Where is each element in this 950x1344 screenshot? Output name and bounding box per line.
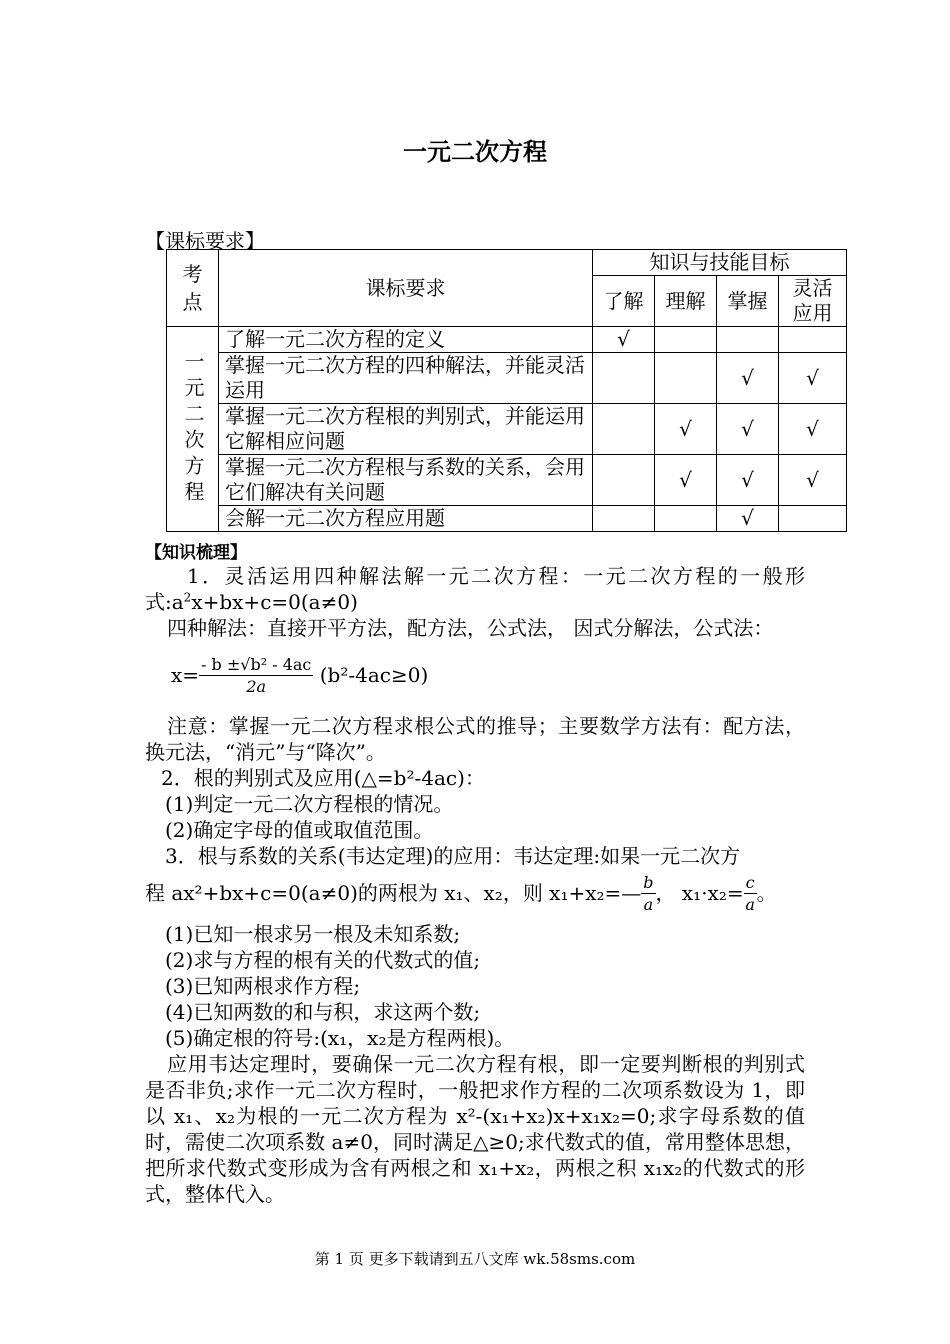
check-mark: √ [779,404,847,455]
paragraph-3: 注意：掌握一元二次方程求根公式的推导；主要数学方法有：配方法，换元法，“消元”与“降次”。 [145,714,805,764]
section-heading-knowledge: 【知识梳理】 [145,543,247,563]
standards-table [166,249,847,532]
paragraph-5: (1)判定一元二次方程根的情况。 [165,792,454,816]
list-item: (2)求与方程的根有关的代数式的值; [165,948,481,972]
root-formula: x= $\frac{\text{- b ±√b² - 4ac}}{2a}$ (b²-4ac≥0) [171,655,429,696]
body-text [145,563,805,1207]
topic-cell: 一元二次方程 [167,327,219,532]
table-row: 掌握一元二次方程的四种解法，并能灵活运用 [219,353,593,404]
list-item: (5)确定根的符号:(x₁，x₂是方程两根)。 [165,1026,515,1050]
table-row: 了解一元二次方程的定义 [219,327,593,353]
paragraph-4: 2．根的判别式及应用(△=b²-4ac)： [161,766,485,790]
header-lijie: 理解 [655,276,717,327]
check-mark: √ [717,353,779,404]
check-mark: √ [779,353,847,404]
header-target: 知识与技能目标 [593,250,847,276]
header-liaojie: 了解 [593,276,655,327]
paragraph-7: 3．根与系数的关系(韦达定理)的应用：韦达定理:如果一元二次方 [165,844,741,868]
header-kaodian: 考点 [167,250,219,327]
list-item: (3)已知两根求作方程; [165,974,361,998]
formula-denominator: 2a [246,677,267,696]
paragraph-9: 应用韦达定理时，要确保一元二次方程有根，即一定要判断根的判别式是否非负;求作一元二次方程时，一般把求作方程的二次项系数设为 1，即以 x₁、x₂为根的一元二次方程为 x²-(x₁+x₂)x+x₁x₂=0;求字母系数的值时，需使二次项系数 a≠0，同时满足△≥0;求代数式的值，常用整体思想，把所求代数式变形成为含有两根之和 x₁+x₂，两根之积 x₁x₂的代数式的形式，整体代入。 [145,1052,805,1206]
check-mark: √ [779,455,847,506]
list-item: (1)已知一根求另一根及未知系数; [165,922,461,946]
check-mark: √ [717,455,779,506]
list-item: (4)已知两数的和与积，求这两个数; [165,1000,481,1024]
page-footer: 第 1 页 更多下载请到五八文库 wk.58sms.com [314,1250,636,1268]
header-kebiao: 课标要求 [219,250,593,327]
page-title: 一元二次方程 [403,138,547,166]
section-heading-standards: 【课标要求】 [145,229,265,253]
paragraph-1: 1．灵活运用四种解法解一元二次方程：一元二次方程的一般形式$:a^2x+bx+c=0(a\ne 0)$ [145,564,805,614]
vieta-line: 程 ax²+bx+c=0(a≠0)的两根为 x₁、x₂，则 x₁+x₂=— $\frac{b}{a}$ ， x₁·x₂= $\frac{c}{a}$ 。 [145,873,777,914]
table-row: 掌握一元二次方程根的判别式，并能运用它解相应问题 [219,404,593,455]
table-row: 掌握一元二次方程根与系数的关系，会用它们解决有关问题 [219,455,593,506]
check-mark: √ [655,455,717,506]
paragraph-2: 四种解法：直接开平方法，配方法，公式法， 因式分解法，公式法： [167,616,774,640]
paragraph-6: (2)确定字母的值或取值范围。 [165,818,434,842]
formula-numerator: - b ±√b² - 4ac [201,655,312,674]
check-mark: √ [593,327,655,353]
header-linghuo: 灵活应用 [779,276,847,327]
check-mark: √ [717,404,779,455]
check-mark: √ [655,404,717,455]
table-row: 会解一元二次方程应用题 [219,506,593,532]
check-mark: √ [717,506,779,532]
header-zhangwo: 掌握 [717,276,779,327]
